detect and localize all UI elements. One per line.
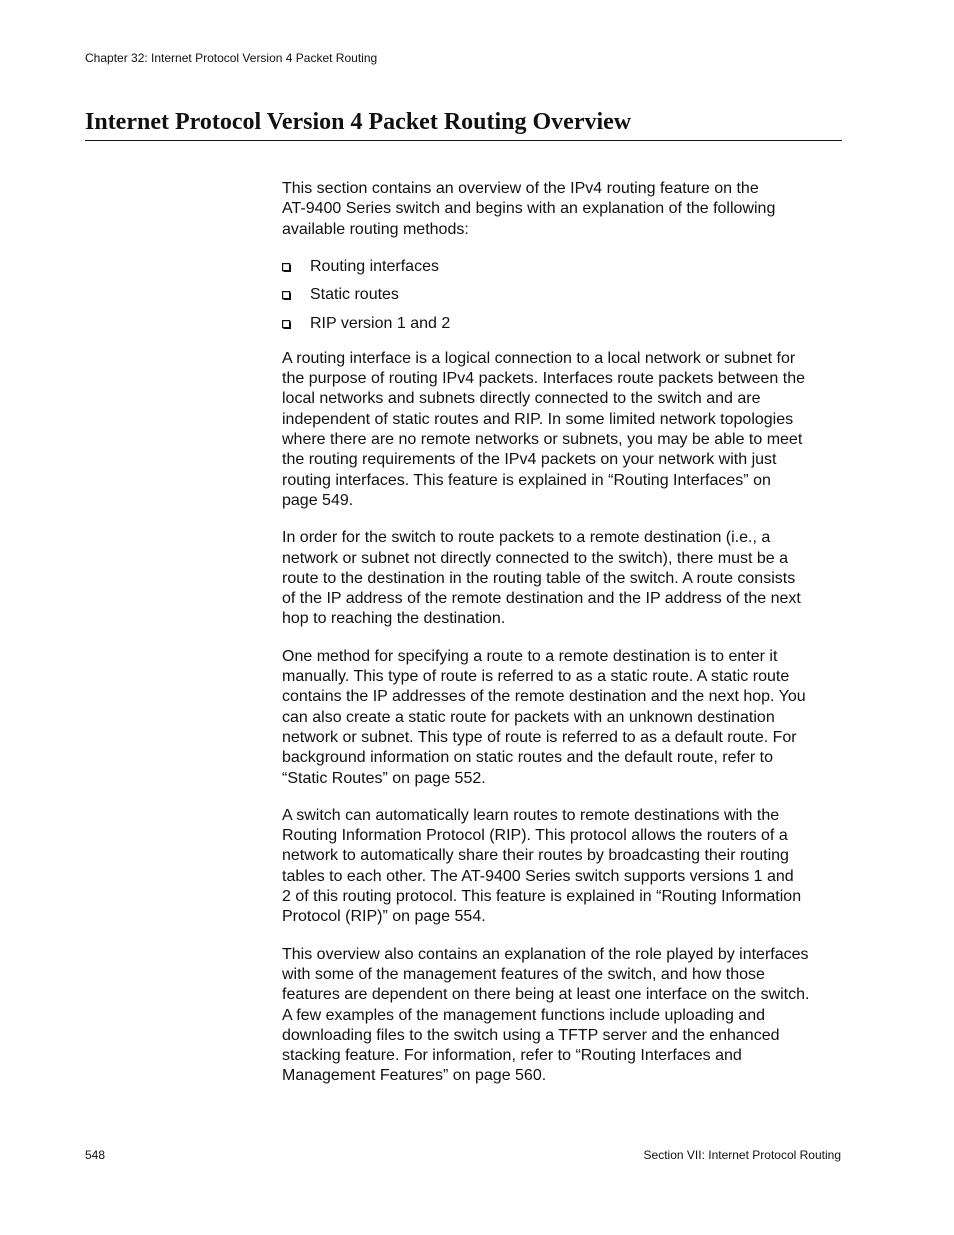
list-item-label: Routing interfaces [310,257,439,275]
checkbox-icon [282,291,291,300]
checkbox-icon [282,320,291,329]
list-item-label: Static routes [310,286,399,304]
rip-paragraph: A switch can automatically learn routes to remote destinations with the Routing Information Protocol (RIP). This protocol allows the routers of a network to automatically share their routes by broadcasting their routing tables to each other. The AT-9400 Series switch supports versions 1 and 2 of this routing protocol. This feature is explained in “Routing Information Protocol (RIP)” on page 554. [282,806,802,926]
list-item [282,285,844,305]
page-number: 548 [85,1148,106,1162]
list-item [282,257,844,277]
body-text [282,179,844,1104]
title-rule [85,140,842,141]
list-item [282,314,844,334]
routing-interface-paragraph: A routing interface is a logical connection to a local network or subnet for the purpose of routing IPv4 packets. Interfaces route packets between the local networks and subnets directly connected to the switch and are independent of static routes and RIP. In some limited network topologies where there are no remote networks or subnets, you may be able to meet the routing requirements of the IPv4 packets on your network with just routing interfaces. This feature is explained in “Routing Interfaces” on page 549. [282,349,805,509]
intro-paragraph: This section contains an overview of the IPv4 routing feature on the AT-9400 Series switch and begins with an explanation of the following available routing methods: [282,180,776,238]
running-header: Chapter 32: Internet Protocol Version 4 Packet Routing [85,51,378,65]
routing-methods-list [282,257,844,334]
management-paragraph: This overview also contains an explanation of the role played by interfaces with some of the management features of the switch, and how those features are dependent on there being at least one interface on the switch. A few examples of the management functions include uploading and downloading files to the switch using a TFTP server and the enhanced stacking feature. For information, refer to “Routing Interfaces and Management Features” on page 560. [282,945,810,1085]
list-item-label: RIP version 1 and 2 [310,314,451,332]
running-footer: Section VII: Internet Protocol Routing [643,1148,841,1162]
checkbox-icon [282,263,291,272]
page-title: Internet Protocol Version 4 Packet Routing Overview [85,109,632,135]
remote-destination-paragraph: In order for the switch to route packets to a remote destination (i.e., a network or subnet not directly connected to the switch), there must be a route to the destination in the routing table of the switch. A route consists of the IP address of the remote destination and the IP address of the next hop to reaching the destination. [282,529,801,628]
static-route-paragraph: One method for specifying a route to a remote destination is to enter it manually. This type of route is referred to as a static route. A static route contains the IP addresses of the remote destination and the next hop. You can also create a static route for packets with an unknown destination network or subnet. This type of route is referred to as a default route. For background information on static routes and the default route, refer to “Static Routes” on page 552. [282,647,806,787]
